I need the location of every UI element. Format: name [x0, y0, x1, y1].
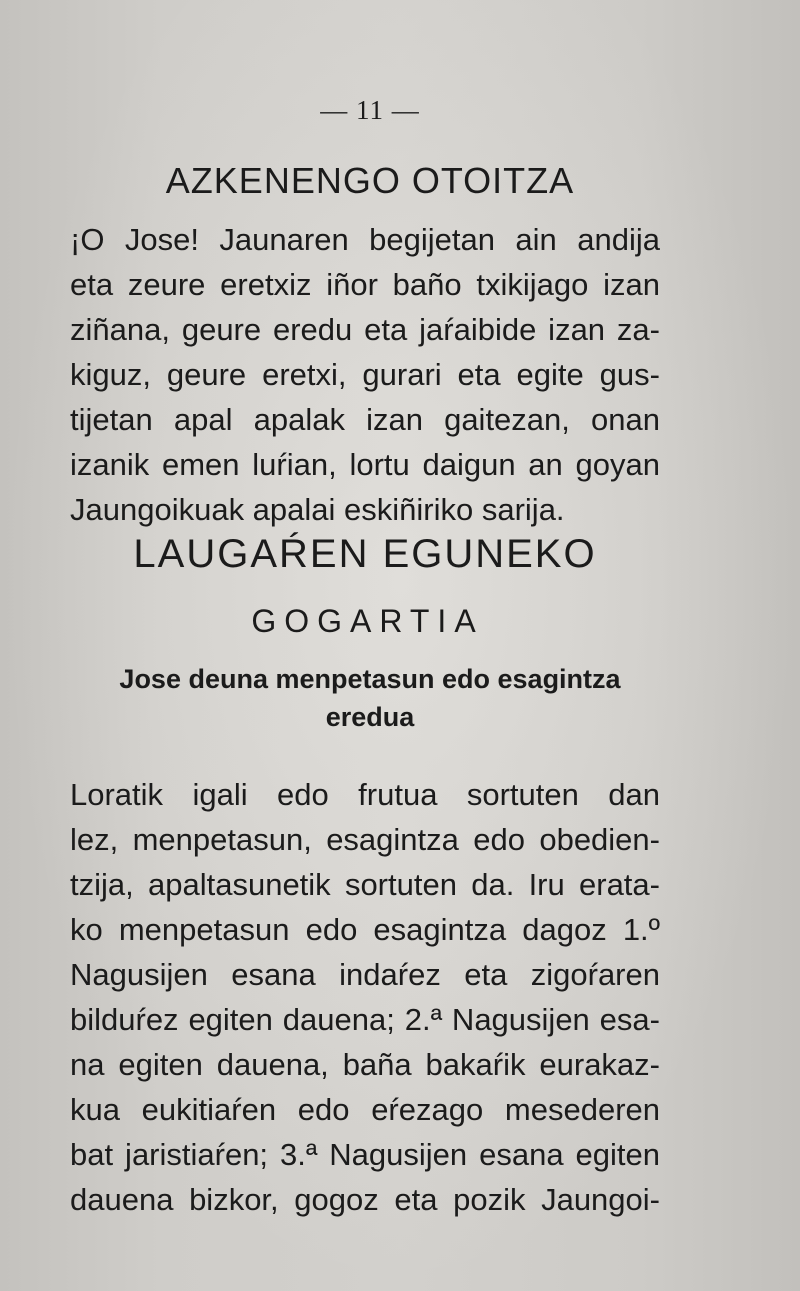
subtitle-line: Jose deuna menpetasun edo esagintza	[119, 664, 621, 694]
text-line: dauena bizkor, gogoz eta pozik Jaungoi-	[70, 1182, 660, 1217]
text-line: ziñana, geure eredu eta jaŕaibide izan za-	[70, 312, 660, 347]
text-line: Loratik igali edo frutua sortuten dan	[70, 777, 660, 812]
text-line: bat jaristiaŕen; 3.ª Nagusijen esana egiten	[70, 1137, 660, 1172]
day-title: LAUGAŔEN EGUNEKO	[133, 532, 597, 576]
text-line: ¡O Jose! Jaunaren begijetan ain andija	[70, 222, 660, 257]
prayer-paragraph	[70, 217, 660, 532]
text-line: Jaungoikuak apalai eskiñiriko sarija.	[70, 492, 565, 527]
subtitle-line: eredua	[325, 702, 415, 732]
text-line: lez, menpetasun, esagintza edo obedien-	[70, 822, 660, 857]
page-number: — 11 —	[320, 95, 420, 125]
text-line: tzija, apaltasunetik sortuten da. Iru erata-	[70, 867, 660, 902]
text-line: izanik emen luŕian, lortu daigun an goyan	[70, 447, 660, 482]
text-line: kiguz, geure eretxi, gurari eta egite gus-	[70, 357, 660, 392]
text-line: bilduŕez egiten dauena; 2.ª Nagusijen esa-	[70, 1002, 660, 1037]
text-line: Nagusijen esana indaŕez eta zigoŕaren	[70, 957, 660, 992]
text-line: tijetan apal apalak izan gaitezan, onan	[70, 402, 660, 437]
meditation-subtitle	[0, 660, 740, 736]
meditation-title: GOGARTIA	[251, 603, 484, 639]
text-line: eta zeure eretxiz iñor baño txikijago izan	[70, 267, 660, 302]
text-line: ko menpetasun edo esagintza dagoz 1.º	[70, 912, 660, 947]
text-line: na egiten dauena, baña bakaŕik eurakaz-	[70, 1047, 660, 1082]
meditation-paragraph	[70, 772, 660, 1222]
prayer-title: AZKENENGO OTOITZA	[165, 160, 575, 201]
text-line: kua eukitiaŕen edo eŕezago mesederen	[70, 1092, 660, 1127]
